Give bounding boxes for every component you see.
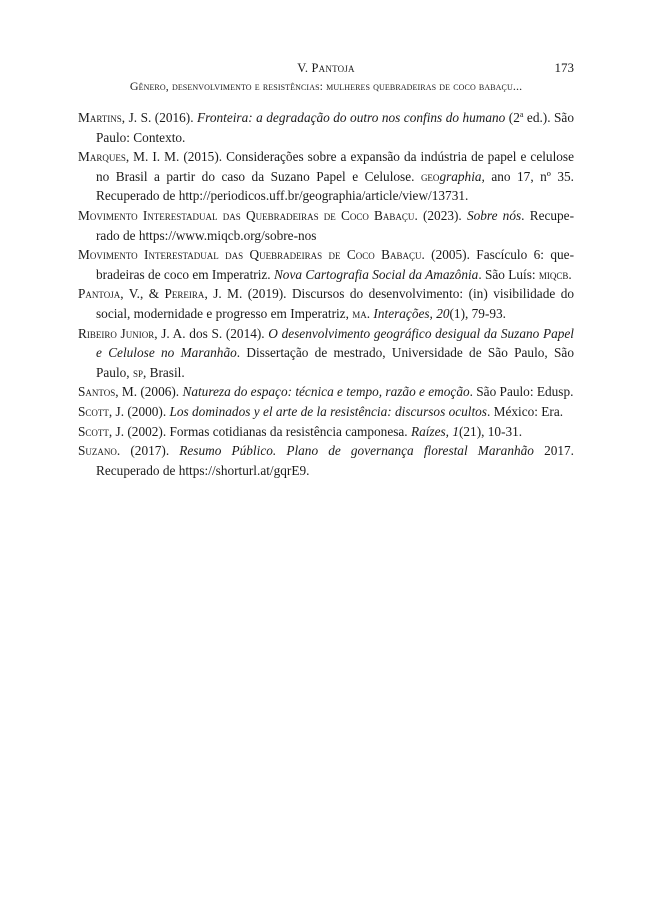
page-number: 173 (554, 60, 574, 75)
reference-text: . México: Era. (487, 403, 564, 419)
reference-title: Interações, 20 (373, 305, 450, 321)
reference-text: . (2005). Fascículo 6: quebradeiras de coco em Imperatriz. (96, 247, 574, 282)
reference-abbrev: sp (132, 364, 143, 380)
reference-text: 2017. Recuperado de https://shorturl.at/gqrE9. (96, 443, 574, 478)
reference-journal-prefix: geo (420, 168, 440, 184)
reference-title: Resumo Público. Plano de governança florestal Maranhão (179, 443, 534, 459)
reference-text: , J. (2002). Formas cotidianas da resistência camponesa. (108, 423, 411, 439)
reference-text: . (568, 266, 572, 282)
reference-author: Scott (78, 423, 109, 439)
reference-title: Sobre nós (466, 207, 522, 223)
header-author: V. Pantoja (297, 61, 355, 75)
reference-title: Fronteira: a degradação do outro nos confins do humano (197, 110, 506, 125)
reference-abbrev: miqcb (538, 266, 569, 282)
reference-author: Santos (78, 384, 116, 400)
reference-text: , M. I. M. (2015). Considerações sobre a expansão da indústria de papel e celulose no Brasil a partir do caso da Suzano Papel e Celulose. (96, 149, 574, 184)
reference-superscript: a (519, 110, 524, 119)
reference-title: Raízes, 1 (410, 423, 459, 439)
reference-text: . São Luís: (478, 266, 539, 282)
reference-author: Movimento Interestadual das Quebradeiras de Coco Babaçu (78, 247, 422, 263)
reference-author: Movimento Interestadual das Quebradeiras de Coco Babaçu (78, 207, 415, 223)
reference-author: Scott (78, 403, 109, 419)
reference-title: Nova Cartografia Social da Amazônia (273, 266, 479, 282)
running-header (78, 60, 574, 94)
reference-author: Marques (78, 149, 126, 165)
reference-item (78, 108, 574, 147)
reference-text: (1), 79-93. (449, 305, 506, 321)
reference-item (78, 441, 574, 480)
reference-text: , J. M. (2019). Discursos do desenvolvimento: (in) visibilidade do social, modernidade e progresso em Imperatriz, (96, 286, 574, 321)
reference-item (78, 206, 574, 245)
reference-item (78, 245, 574, 284)
reference-item (78, 324, 574, 383)
reference-author: Pantoja (78, 286, 121, 302)
reference-item (78, 422, 574, 442)
reference-author: Martins (78, 110, 122, 125)
header-running-title: Gênero, desenvolvimento e resistências: mulheres quebradeiras de coco babaçu... (129, 79, 523, 93)
reference-text: , J. A. dos S. (2014). (154, 325, 269, 341)
reference-item (78, 382, 574, 402)
reference-text: ed.). São Paulo: Contexto. (96, 110, 574, 145)
reference-text: , J. (2000). (108, 403, 170, 419)
reference-author: Suzano (78, 443, 117, 459)
reference-text: . São Paulo: Edusp. (469, 384, 574, 400)
reference-text: , J. S. (2016). (121, 110, 198, 125)
reference-title: Los dominados y el arte de la resistência: discursos ocultos (169, 403, 487, 419)
reference-author: Pereira (164, 286, 205, 302)
reference-text: . Dissertação de mestrado, Universidade de São Paulo, São Paulo, (96, 345, 574, 380)
reference-text: . Recuperado de https://www.miqcb.org/sobre-nos (96, 207, 575, 243)
reference-list (78, 108, 574, 480)
reference-item (78, 147, 574, 206)
reference-title: O desenvolvimento geográfico desigual da Suzano Papel e Celulose no Maranhão (96, 325, 574, 361)
reference-item (78, 284, 574, 323)
reference-journal: graphia, (439, 168, 485, 184)
reference-text: . (2017). (116, 443, 180, 459)
reference-text: , M. (2006). (115, 384, 183, 400)
reference-text: (21), 10-31. (458, 423, 523, 439)
reference-title: Natureza do espaço: técnica e tempo, razão e emoção (182, 384, 470, 400)
reference-text: . (2023). (414, 207, 467, 223)
reference-text: , Brasil. (142, 364, 185, 380)
reference-author: Ribeiro Junior (78, 325, 155, 341)
reference-text: ano 17, nº 35. Recuperado de http://periodicos.uff.br/geographia/article/view/13731. (96, 168, 574, 204)
reference-text: , V., & (120, 286, 165, 302)
reference-item (78, 402, 574, 422)
reference-text: (2 (505, 110, 520, 125)
reference-text: . (366, 305, 374, 321)
reference-abbrev: ma (352, 305, 367, 321)
